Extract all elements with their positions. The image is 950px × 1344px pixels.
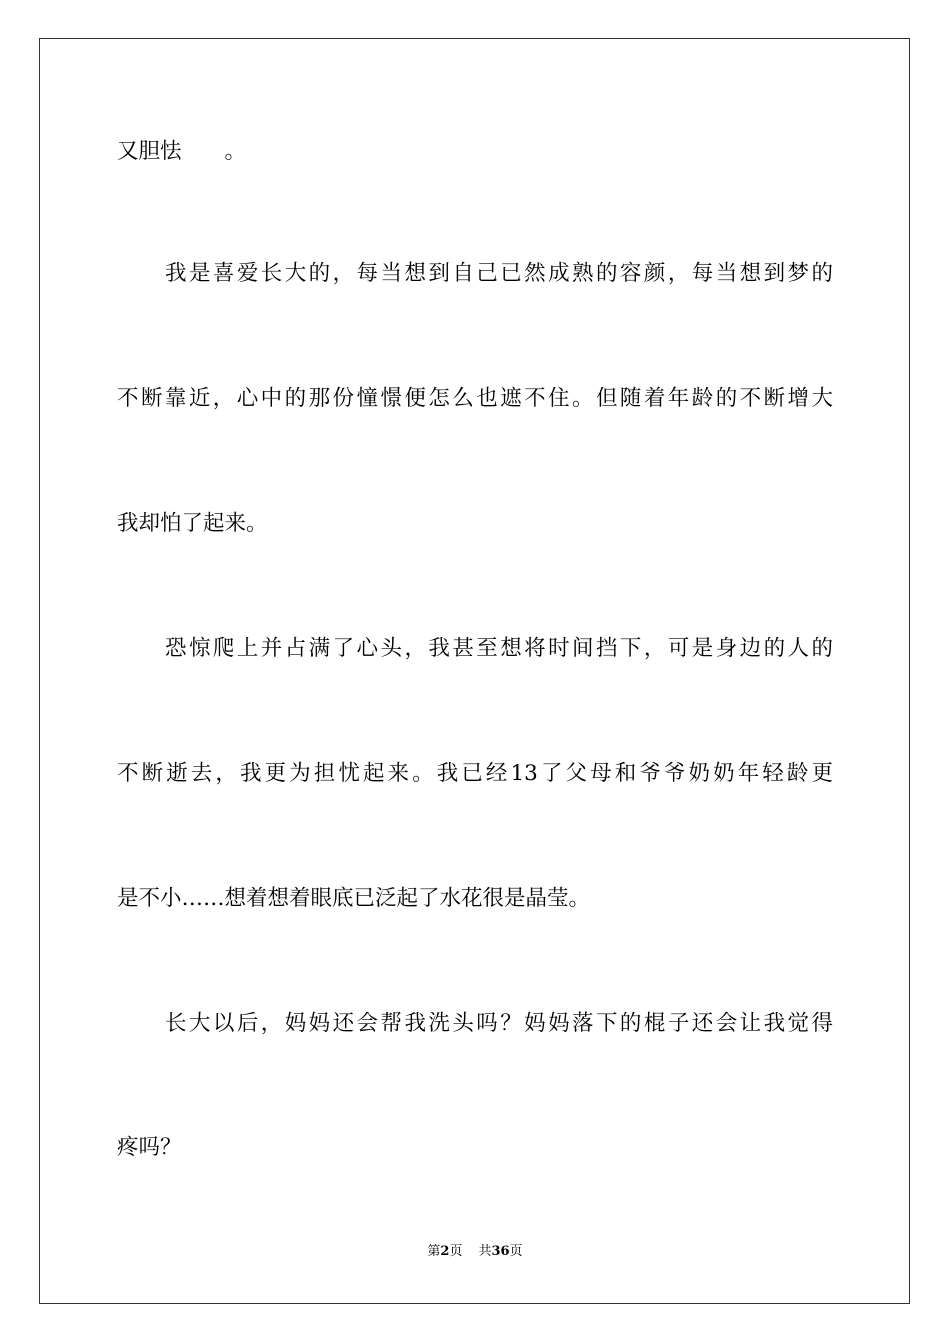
text-line-3: 不断靠近，心中的那份憧憬便怎么也遮不住。但随着年龄的不断增大 xyxy=(117,386,833,411)
text-line-8: 长大以后，妈妈还会帮我洗头吗？妈妈落下的棍子还会让我觉得 xyxy=(165,1011,833,1036)
page-number-current: 2 xyxy=(440,1244,450,1259)
text-line-9: 疼吗？ xyxy=(117,1135,182,1160)
page-total-number: 36 xyxy=(491,1244,510,1259)
page-total-suffix: 页 xyxy=(509,1244,523,1259)
text-line-2: 我是喜爱长大的，每当想到自己已然成熟的容颜，每当想到梦的 xyxy=(165,261,833,286)
text-line-1: 又胆怯 。 xyxy=(117,139,247,164)
page-total-prefix: 共 xyxy=(478,1244,492,1259)
page-footer xyxy=(0,1243,950,1261)
page-number-prefix: 第 xyxy=(427,1244,441,1259)
page-frame xyxy=(39,38,910,1304)
text-line-6: 不断逝去，我更为担忧起来。我已经13了父母和爷爷奶奶年轻龄更 xyxy=(117,761,833,786)
text-line-4: 我却怕了起来。 xyxy=(117,511,268,536)
text-line-5: 恐惊爬上并占满了心头，我甚至想将时间挡下，可是身边的人的 xyxy=(165,636,833,661)
page-number-suffix: 页 xyxy=(449,1244,463,1259)
text-line-7: 是不小……想着想着眼底已泛起了水花很是晶莹。 xyxy=(117,886,591,911)
